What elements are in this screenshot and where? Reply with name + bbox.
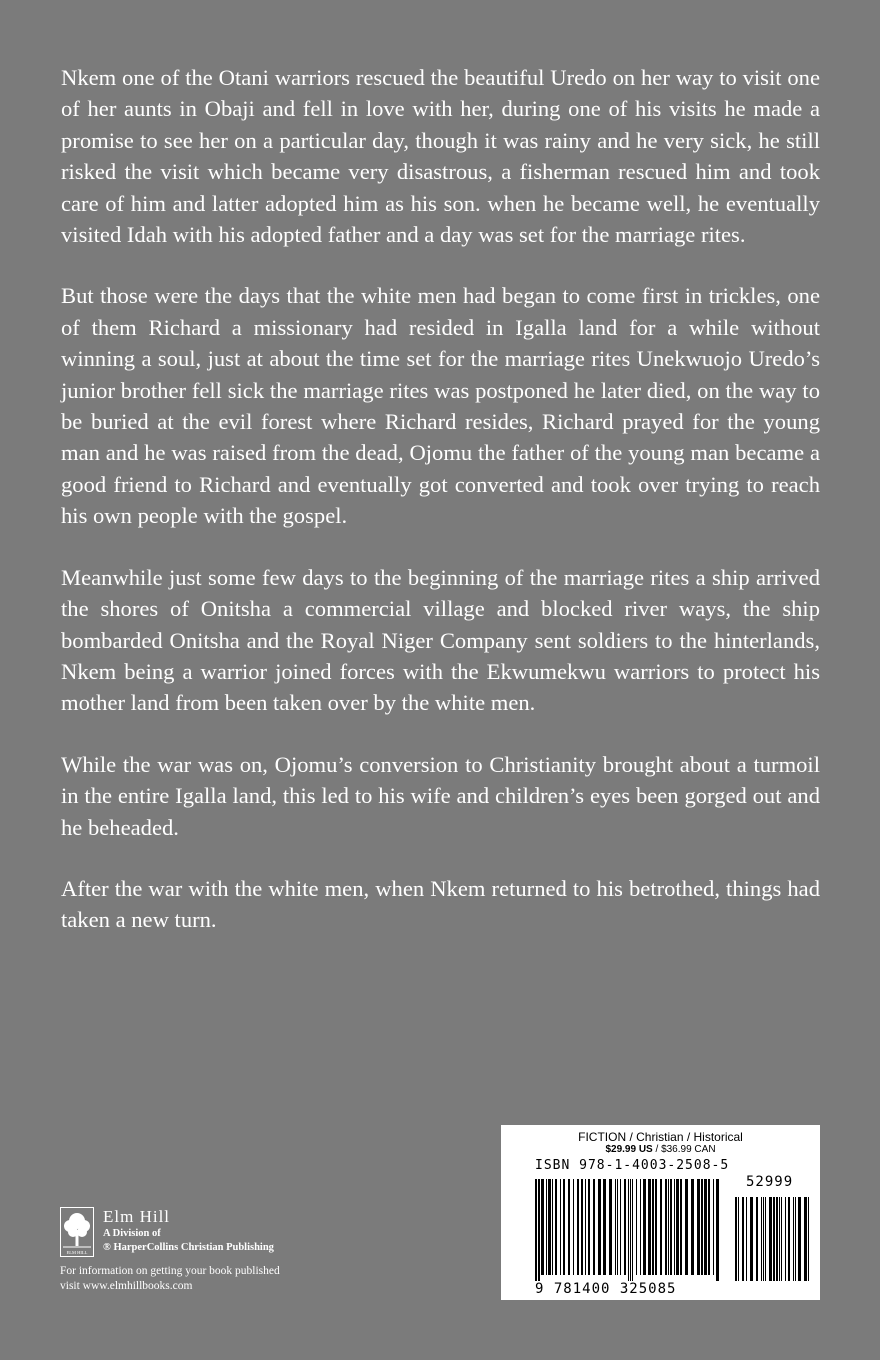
blurb-paragraph-4: While the war was on, Ojomu’s conversion to Christianity brought about a turmoil in the entire Igalla land, this led to his wife and children’s eyes been gorged out and he beheaded. [61, 751, 820, 840]
barcode-bar [598, 1179, 601, 1275]
barcode-bar [704, 1179, 707, 1275]
barcode-bar [788, 1197, 790, 1281]
barcode-bar [756, 1197, 758, 1281]
barcode-bar [738, 1197, 739, 1281]
barcode-bar [577, 1179, 579, 1275]
blurb-paragraph-2: But those were the days that the white men had began to come first in trickles, one of them Richard a missionary had resided in Igalla land for a while without winning a soul, just at about the time set for the marriage rites Unekwuojo Uredo’s junior brother fell sick the marriage rites was postponed he later died, on the way to be buried at the evil forest where Richard resides, Richard prayed for the young man and he was raised from the dead, Ojomu the father of the young man became a good friend to Richard and eventually got converted and took over trying to reach his own people with the gospel. [61, 283, 820, 529]
barcode-bar [609, 1179, 612, 1275]
blurb-paragraph-1: Nkem one of the Otani warriors rescued the beautiful Uredo on her way to visit one of her aunts in Obaji and fell in love with her, during one of his visits he made a promise to see her on a particular day, though it was rainy and he very sick, he still risked the visit which became very disastrous, a fisherman rescued him and took care of him and latter adopted him as his son. when he became well, he eventually visited Idah with his adopted father and a day was set for the marriage rites. [61, 65, 820, 248]
barcode-bar [643, 1179, 646, 1275]
barcode-bar [555, 1179, 557, 1275]
barcode-bar [620, 1179, 621, 1275]
publisher-name: Elm Hill [103, 1207, 171, 1226]
barcode-bar [655, 1179, 657, 1275]
publisher-parent [103, 1241, 274, 1255]
price-can: $36.99 CAN [661, 1144, 716, 1155]
barcode-bar [750, 1197, 753, 1281]
barcode-bar [615, 1179, 616, 1275]
blurb-paragraph-3: Meanwhile just some few days to the beginning of the marriage rites a ship arrived the shores of Onitsha a commercial village and blocked river ways, the ship bombarded Onitsha and the Royal Niger Company sent soldiers to the hinterlands, Nkem being a warrior joined forces with the Ekwumekwu warriors to protect his mother land from been taken over by the white men. [61, 564, 820, 716]
publisher-block [60, 1205, 360, 1294]
barcode-bar [535, 1179, 537, 1281]
publisher-parent-name: HarperCollins Christian Publishing [113, 1242, 274, 1253]
barcode-bar [773, 1197, 775, 1281]
barcode-bar [680, 1179, 682, 1275]
barcode-bar [691, 1179, 694, 1275]
barcode-bar [588, 1179, 590, 1275]
barcode-bar [785, 1197, 786, 1281]
addon-digits: 52999 [746, 1174, 794, 1190]
barcode-bar [779, 1197, 780, 1281]
barcode-bar [674, 1179, 675, 1275]
barcode-bar [713, 1179, 714, 1275]
barcode-bar [708, 1179, 710, 1275]
barcode-bar [763, 1197, 764, 1281]
barcode-bar [538, 1179, 540, 1281]
isbn-text: ISBN 978-1-4003-2508-5 [535, 1158, 730, 1173]
barcode-bar [630, 1179, 631, 1281]
barcode-bar [769, 1197, 772, 1281]
barcode-bar [648, 1179, 651, 1275]
barcode-bar [581, 1179, 583, 1275]
barcode-bar [685, 1179, 688, 1275]
barcode-bar [617, 1179, 618, 1275]
barcode-bar [697, 1179, 700, 1275]
barcode-bar [795, 1197, 796, 1281]
barcode-bar [640, 1179, 641, 1275]
price-line [501, 1144, 820, 1155]
back-cover-blurb [61, 62, 820, 966]
barcode-bar [793, 1197, 794, 1281]
barcode-bar [660, 1179, 662, 1275]
publisher-division: A Division of [103, 1228, 161, 1239]
barcode-bar [632, 1179, 633, 1281]
barcode-bar [701, 1179, 703, 1275]
price-us: $29.99 US [605, 1144, 653, 1155]
barcode-bar [652, 1179, 654, 1275]
barcode-bar [765, 1197, 766, 1281]
barcode-bar [716, 1179, 719, 1281]
barcode-bar [585, 1179, 586, 1275]
barcode-bar [552, 1179, 553, 1275]
barcode-bar [563, 1179, 565, 1275]
barcode-bar [781, 1197, 782, 1281]
barcode-bar [735, 1197, 737, 1281]
barcode-bar [560, 1179, 561, 1275]
barcode-bar [603, 1179, 606, 1275]
barcode-bar [668, 1179, 669, 1275]
blurb-paragraph-5: After the war with the white men, when Nkem returned to his betrothed, things had taken a new turn. [61, 875, 820, 933]
barcode-bar [665, 1179, 667, 1275]
bisac-category: FICTION / Christian / Historical [578, 1130, 743, 1144]
publisher-info [60, 1264, 360, 1294]
barcode-bar [804, 1197, 807, 1281]
barcode-bar [742, 1197, 744, 1281]
barcode-bar [568, 1179, 570, 1275]
publisher-logo [60, 1205, 360, 1257]
barcode-bar [798, 1197, 801, 1281]
barcode-bar [808, 1197, 809, 1281]
publisher-name-group [103, 1205, 274, 1255]
barcode-bar [746, 1197, 747, 1281]
barcode-bar [636, 1179, 637, 1275]
barcode-bar [593, 1179, 595, 1275]
ean-digits: 9 781400 325085 [535, 1281, 677, 1297]
barcode-bar [541, 1179, 544, 1275]
publisher-info-line-1: For information on getting your book published [60, 1265, 280, 1277]
barcode-bar [676, 1179, 679, 1275]
logo-lettering: ELM HILL [66, 1250, 88, 1255]
tree-icon [60, 1207, 94, 1257]
barcode-bar [548, 1179, 551, 1275]
registered-mark: ® [103, 1242, 114, 1253]
barcode-bar [628, 1179, 629, 1281]
price-separator: / [652, 1144, 662, 1155]
barcode-bar [761, 1197, 762, 1281]
barcode-bars [531, 1175, 816, 1281]
barcode-bar [624, 1179, 626, 1275]
barcode-bar [670, 1179, 672, 1275]
barcode-panel [501, 1125, 820, 1300]
barcode-bar [776, 1197, 778, 1281]
barcode-bar [546, 1179, 547, 1275]
barcode-bar [573, 1179, 574, 1275]
publisher-info-line-2: visit www.elmhillbooks.com [60, 1280, 193, 1292]
